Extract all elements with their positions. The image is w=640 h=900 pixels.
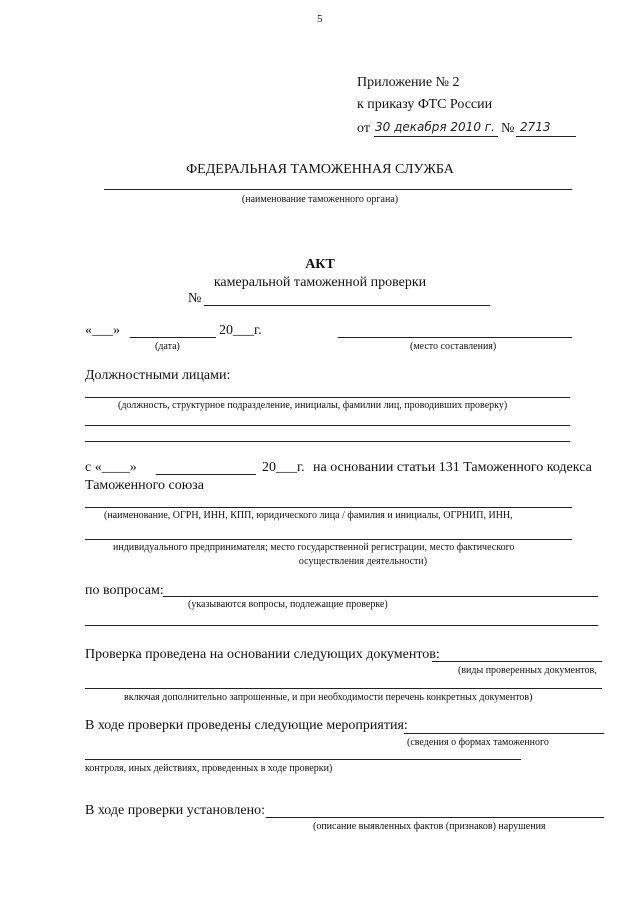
questions-caption: (указываются вопросы, подлежащие проверке) — [188, 599, 388, 610]
documents-line-2 — [85, 688, 602, 689]
questions-line-1 — [163, 596, 598, 597]
page-number: 5 — [317, 13, 323, 25]
documents-label: Проверка проведена на основании следующих документов: — [85, 647, 440, 662]
organ-caption: (наименование таможенного органа) — [241, 194, 399, 205]
officials-label: Должностными лицами: — [85, 368, 231, 383]
act-number-line — [204, 305, 490, 306]
entity-line-2 — [85, 539, 572, 540]
period-from: с «____» — [85, 460, 137, 475]
appendix-number-line — [516, 136, 576, 137]
act-title: АКТ — [305, 257, 335, 272]
officials-caption: (должность, структурное подразделение, инициалы, фамилии лиц, проводивших проверку) — [118, 400, 508, 411]
documents-caption-1: (виды проверенных документов, — [458, 665, 597, 676]
service-name: ФЕДЕРАЛЬНАЯ ТАМОЖЕННАЯ СЛУЖБА — [186, 162, 454, 177]
measures-caption-1: (сведения о формах таможенного — [407, 737, 549, 748]
appendix-date: 30 декабря 2010 г. — [375, 120, 495, 134]
date-year: 20___г. — [219, 323, 262, 338]
entity-line-1 — [85, 507, 572, 508]
period-year: 20___г. — [262, 460, 305, 475]
appendix-from-prefix: от — [357, 121, 370, 136]
entity-caption-3: осуществления деятельности) — [298, 556, 428, 567]
date-caption: (дата) — [155, 341, 180, 352]
documents-line-1 — [432, 661, 602, 662]
place-line — [338, 337, 572, 338]
appendix-number-prefix: № — [501, 121, 515, 136]
period-basis: на основании статьи 131 Таможенного кодекса — [313, 460, 592, 475]
act-number-prefix: № — [188, 291, 202, 306]
measures-line-2 — [85, 759, 521, 760]
findings-line — [266, 817, 604, 818]
appendix-title: Приложение № 2 — [357, 75, 460, 90]
findings-label: В ходе проверки установлено: — [85, 803, 265, 818]
organ-line — [104, 189, 572, 190]
period-union: Таможенного союза — [85, 478, 204, 493]
date-day: «___» — [85, 323, 120, 338]
appendix-order: к приказу ФТС России — [357, 97, 493, 112]
documents-caption-2: включая дополнительно запрошенные, и при необходимости перечень конкретных документов) — [124, 692, 533, 703]
entity-caption-1: (наименование, ОГРН, ИНН, КПП, юридического лица / фамилия и инициалы, ОГРНИП, ИНН, — [104, 510, 513, 521]
officials-line-1 — [85, 397, 570, 398]
appendix-number: 2713 — [520, 120, 551, 134]
appendix-date-line — [374, 136, 498, 137]
measures-caption-2: контроля, иных действиях, проведенных в ходе проверки) — [85, 763, 333, 774]
officials-line-2 — [85, 425, 570, 426]
period-month-line — [156, 474, 256, 475]
entity-caption-2: индивидуального предпринимателя; место государственной регистрации, место фактического — [113, 542, 515, 553]
measures-label: В ходе проверки проведены следующие мероприятия: — [85, 718, 408, 733]
date-month-line — [130, 337, 216, 338]
officials-line-3 — [85, 441, 570, 442]
findings-caption: (описание выявленных фактов (признаков) нарушения — [313, 821, 546, 832]
questions-label: по вопросам: — [85, 583, 164, 598]
questions-line-2 — [85, 625, 598, 626]
place-caption: (место составления) — [410, 341, 497, 352]
act-subtitle: камеральной таможенной проверки — [213, 275, 427, 290]
measures-line-1 — [404, 733, 604, 734]
